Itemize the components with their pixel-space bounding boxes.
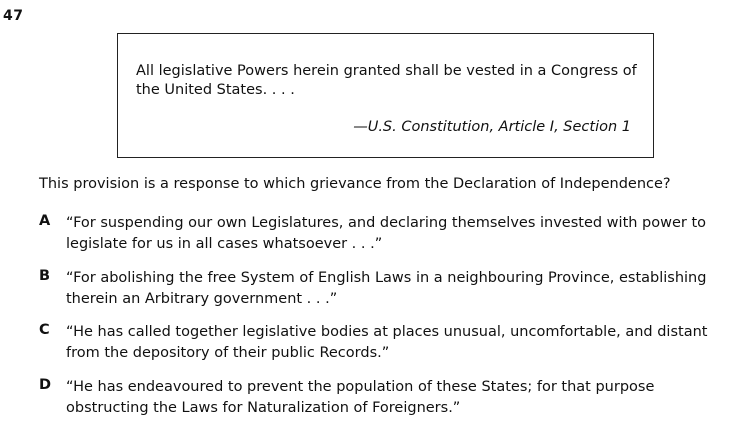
choice-text: “For suspending our own Legislatures, and declaring themselves invested with power to legislate for us in all cases whatsoever . . .” bbox=[66, 215, 707, 252]
quote-text: All legislative Powers herein granted shall be vested in a Congress of the United States. . . . bbox=[136, 63, 637, 98]
quote-source: —U.S. Constitution, Article I, Section 1 bbox=[353, 119, 631, 135]
choice-text: “He has endeavoured to prevent the population of these States; for that purpose obstructing the Laws for Naturalization of Foreigners.” bbox=[66, 379, 655, 416]
choice-letter: D bbox=[39, 377, 52, 393]
choice-text: “He has called together legislative bodies at places unusual, uncomfortable, and distant from the depository of their public Records.” bbox=[66, 324, 708, 361]
question-stem: This provision is a response to which grievance from the Declaration of Independence? bbox=[39, 176, 671, 192]
question-number: 47 bbox=[3, 8, 24, 24]
choice-letter: A bbox=[39, 213, 51, 229]
choice-letter: C bbox=[39, 322, 50, 338]
choice-letter: B bbox=[39, 268, 51, 284]
quote-box bbox=[117, 33, 654, 158]
choice-text: “For abolishing the free System of English Laws in a neighbouring Province, establishing therein an Arbitrary government . . .” bbox=[66, 270, 707, 307]
